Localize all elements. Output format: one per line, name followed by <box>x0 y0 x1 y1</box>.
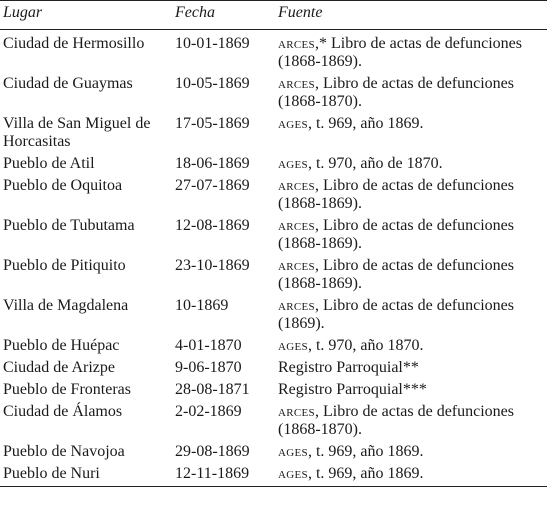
table-row <box>0 30 547 76</box>
cell-lugar: Villa de Magdalena <box>3 297 129 314</box>
cell-lugar: Ciudad de Hermosillo <box>3 35 145 52</box>
cell-fecha: 27-07-1869 <box>175 177 250 194</box>
cell-lugar: Ciudad de Álamos <box>3 403 123 420</box>
cell-lugar: Ciudad de Guaymas <box>3 75 133 92</box>
table-row <box>0 75 547 115</box>
source-text: , t. 969, año 1869. <box>307 443 424 460</box>
cell-fecha: 4-01-1870 <box>175 337 242 354</box>
source-abbreviation: arces <box>278 403 315 420</box>
cell-lugar: Pueblo de Oquitoa <box>3 177 123 194</box>
cell-fuente <box>275 30 547 76</box>
source-text: , Libro de actas de defunciones (1868-1869). <box>278 217 514 252</box>
cell-fecha: 12-08-1869 <box>175 217 250 234</box>
cell-fuente <box>275 443 547 465</box>
source-abbreviation: ages <box>278 155 308 172</box>
source-text: , Libro de actas de defunciones (1869). <box>278 297 514 332</box>
header-lugar: Lugar <box>0 1 172 30</box>
source-abbreviation: arces <box>278 75 315 92</box>
cell-fecha: 18-06-1869 <box>175 155 250 172</box>
cell-fuente <box>275 403 547 443</box>
source-text: Registro Parroquial*** <box>278 381 427 398</box>
table-row <box>0 443 547 465</box>
cell-fecha: 29-08-1869 <box>175 443 250 460</box>
cell-lugar: Ciudad de Arizpe <box>3 359 115 376</box>
source-abbreviation: arces <box>278 217 315 234</box>
source-text: , t. 969, año 1869. <box>307 115 424 132</box>
header-fuente: Fuente <box>275 1 547 30</box>
header-row <box>0 1 547 30</box>
table-row <box>0 177 547 217</box>
table-row <box>0 155 547 177</box>
cell-fuente <box>275 115 547 155</box>
source-abbreviation: arces <box>278 297 315 314</box>
table-row <box>0 465 547 487</box>
cell-fecha: 28-08-1871 <box>175 381 250 398</box>
source-text: , Libro de actas de defunciones (1868-1870). <box>278 403 514 438</box>
source-abbreviation: arces <box>278 35 315 52</box>
source-abbreviation: arces <box>278 257 315 274</box>
cell-fecha: 23-10-1869 <box>175 257 250 274</box>
header-fecha: Fecha <box>172 1 275 30</box>
cell-fuente <box>275 155 547 177</box>
source-text: , t. 970, año 1870. <box>307 337 424 354</box>
table-row <box>0 297 547 337</box>
table-row <box>0 257 547 297</box>
cell-fecha: 10-1869 <box>175 297 229 314</box>
cell-lugar: Pueblo de Navojoa <box>3 443 125 460</box>
cell-lugar: Pueblo de Fronteras <box>3 381 131 398</box>
cell-lugar: Pueblo de Atil <box>3 155 95 172</box>
cell-lugar: Villa de San Miguel de Horcasitas <box>3 115 151 150</box>
cell-lugar: Pueblo de Pitiquito <box>3 257 126 274</box>
source-text: Registro Parroquial** <box>278 359 419 376</box>
cell-fecha: 2-02-1869 <box>175 403 242 420</box>
cell-fuente <box>275 75 547 115</box>
table-row <box>0 115 547 155</box>
table-body <box>0 30 547 487</box>
source-text: , Libro de actas de defunciones (1868-1869). <box>278 177 514 212</box>
source-abbreviation: ages <box>278 337 308 354</box>
cell-fuente <box>275 177 547 217</box>
cell-lugar: Pueblo de Tubutama <box>3 217 135 234</box>
source-abbreviation: ages <box>278 465 308 482</box>
source-abbreviation: ages <box>278 115 308 132</box>
table-row <box>0 359 547 381</box>
table-row <box>0 403 547 443</box>
source-text: ,* Libro de actas de defunciones (1868-1869). <box>278 35 522 70</box>
source-abbreviation: ages <box>278 443 308 460</box>
source-text: , t. 970, año de 1870. <box>307 155 443 172</box>
cell-fuente <box>275 257 547 297</box>
table-row <box>0 337 547 359</box>
cell-fecha: 10-01-1869 <box>175 35 250 52</box>
cell-lugar: Pueblo de Huépac <box>3 337 120 354</box>
cell-fecha: 10-05-1869 <box>175 75 250 92</box>
cell-fuente <box>275 359 547 381</box>
cell-fuente <box>275 465 547 487</box>
cell-fuente <box>275 381 547 403</box>
cell-fuente <box>275 217 547 257</box>
table-header <box>0 1 547 30</box>
cell-fecha: 12-11-1869 <box>172 465 275 487</box>
cell-fuente <box>275 297 547 337</box>
table-row <box>0 381 547 403</box>
source-abbreviation: arces <box>278 177 315 194</box>
cell-fuente <box>275 337 547 359</box>
source-text: , t. 969, año 1869. <box>307 465 424 482</box>
cell-fecha: 9-06-1870 <box>175 359 242 376</box>
table-row <box>0 217 547 257</box>
cell-fecha: 17-05-1869 <box>175 115 250 132</box>
cell-lugar: Pueblo de Nuri <box>0 465 172 487</box>
source-text: , Libro de actas de defunciones (1868-1869). <box>278 257 514 292</box>
source-text: , Libro de actas de defunciones (1868-1870). <box>278 75 514 110</box>
